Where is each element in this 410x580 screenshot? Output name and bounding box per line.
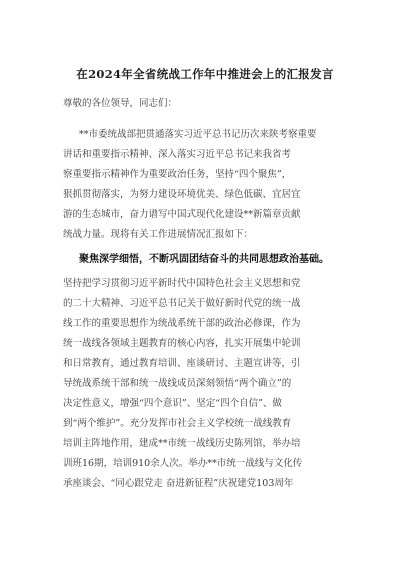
paragraph-line: 游的生态城市，奋力谱写中国式现代化建设**新篇章贡献 [63,209,301,220]
document-title: 在2024年全省统战工作年中推进会上的汇报发言 [76,67,334,81]
paragraph-line: 坚持把学习贯彻习近平新时代中国特色社会主义思想和党 [63,278,301,289]
paragraph-line: 统一战线各领域主题教育的核心内容，扎实开展集中轮训 [63,338,301,349]
paragraph-line: 的二十大精神、习近平总书记关于做好新时代党的统一战 [63,298,301,309]
paragraph-line: 承座谈会、“同心跟党走 奋进新征程”庆祝建党103周年 [63,478,294,489]
paragraph-line: 和日常教育，通过教育培训、座谈研讨、主题宣讲等，引 [63,358,301,369]
paragraph-line: 线工作的重要思想作为统战系统干部的政治必修课，作为 [63,318,301,329]
salutation: 尊敬的各位领导，同志们： [63,98,178,109]
paragraph-line: 导统战系统干部和统一战线成员深刻领悟“两个确立”的 [63,378,292,389]
paragraph-line: 决定性意义，增强“四个意识”、坚定“四个自信”、做 [63,398,282,409]
paragraph-line: 培训主阵地作用，建成**市统一战线历史陈列馆，举办培 [63,438,301,449]
section-heading: 聚焦深学细悟，不断巩固团结奋斗的共同思想政治基础。 [79,254,329,265]
paragraph-line: 统战力量。现将有关工作进展情况汇报如下： [63,229,254,240]
paragraph-line: **市委统战部把贯通落实习近平总书记历次来陕考察重要 [79,129,317,140]
paragraph-line: 训班16期，培训910余人次。举办**市统一战线与文化传 [63,458,303,469]
paragraph-line: 察重要指示精神作为重要政治任务，坚持“四个聚焦”， [63,169,292,180]
paragraph-line: 狠抓贯彻落实，为努力建设环境优美、绿色低碳、宜居宜 [63,189,301,200]
paragraph-line: 讲话和重要指示精神、深入落实习近平总书记来我省考 [63,149,292,160]
paragraph-line: 到“两个维护”。充分发挥市社会主义学校统一战线教育 [63,418,292,429]
